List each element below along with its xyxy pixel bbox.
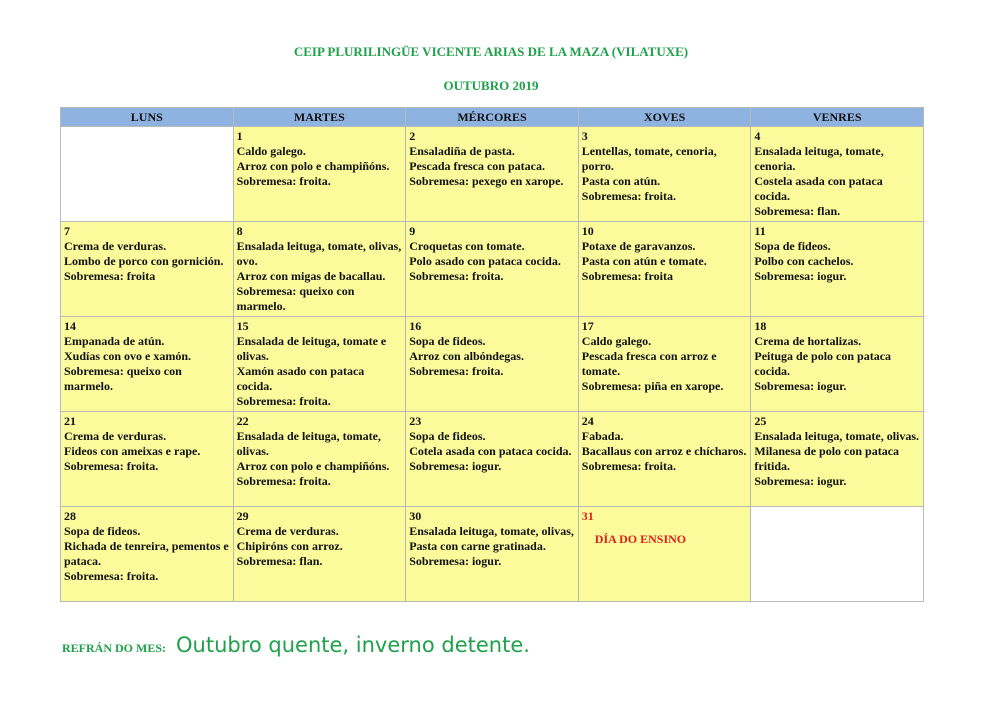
- day-number: 22: [236, 414, 249, 428]
- day-cell: [61, 317, 234, 412]
- menu-line: Costela asada con pataca cocida.: [754, 174, 883, 203]
- day-number: 11: [754, 224, 766, 238]
- menu-line: Sobremesa: iogur.: [409, 459, 502, 473]
- menu-line: Sobremesa: flan.: [754, 204, 841, 218]
- menu-line: Sopa de fideos.: [409, 334, 486, 348]
- day-number: 7: [64, 224, 70, 238]
- day-cell: [233, 507, 406, 602]
- menu-line: Ensalada leituga, tomate, olivas.: [754, 429, 920, 443]
- menu-line: Sobremesa: froita.: [409, 364, 504, 378]
- empty-day-cell: [61, 127, 234, 222]
- day-cell: [578, 317, 751, 412]
- menu-line: Potaxe de garavanzos.: [581, 239, 696, 253]
- menu-line: Ensalada leituga, tomate, olivas,: [409, 524, 574, 538]
- day-number: 8: [236, 224, 243, 238]
- day-number: 25: [754, 414, 767, 428]
- month-title: OUTUBRO 2019: [443, 78, 539, 93]
- day-cell: [578, 127, 751, 222]
- menu-line: Crema de verduras.: [64, 429, 167, 443]
- day-cell: [751, 317, 924, 412]
- menu-line: Arroz con polo e champiñóns.: [236, 159, 390, 173]
- day-cell: [61, 222, 234, 317]
- header-mercores: MÉRCORES: [406, 108, 579, 127]
- menu-line: Sobremesa: iogur.: [754, 474, 847, 488]
- school-title: CEIP PLURILINGÜE VICENTE ARIAS DE LA MAZA (VILATUXE): [293, 44, 689, 59]
- week-row: [61, 222, 924, 317]
- menu-line: Empanada de atún.: [64, 334, 165, 348]
- menu-line: Pasta con carne gratinada.: [409, 539, 546, 553]
- menu-line: Crema de verduras.: [64, 239, 167, 253]
- menu-line: Richada de tenreira, pementos e pataca.: [64, 539, 229, 568]
- day-cell: [578, 222, 751, 317]
- menu-line: Fabada.: [581, 429, 624, 443]
- menu-line: Sobremesa: froita.: [236, 394, 331, 408]
- day-cell: [751, 222, 924, 317]
- day-cell: [233, 317, 406, 412]
- week-row: [61, 507, 924, 602]
- day-cell: [406, 317, 579, 412]
- menu-line: Polbo con cachelos.: [754, 254, 854, 268]
- header-luns: LUNS: [61, 108, 234, 127]
- menu-line: Sobremesa: froita.: [236, 474, 331, 488]
- day-number: 4: [754, 129, 761, 143]
- header-xoves: XOVES: [578, 108, 751, 127]
- day-cell: [233, 222, 406, 317]
- menu-line: Sobremesa: iogur.: [754, 269, 847, 283]
- day-number: 3: [581, 129, 588, 143]
- menu-line: Arroz con albóndegas.: [409, 349, 524, 363]
- day-cell: [406, 507, 579, 602]
- menu-line: Pescada fresca con arroz e tomate.: [581, 349, 717, 378]
- day-number: 14: [64, 319, 76, 333]
- menu-line: Caldo galego.: [581, 334, 652, 348]
- menu-line: Sobremesa: pexego en xarope.: [409, 174, 564, 188]
- week-row: [61, 127, 924, 222]
- day-number: 2: [409, 129, 416, 143]
- menu-line: Arroz con migas de bacallau.: [236, 269, 386, 283]
- menu-line: Ensalada de leituga, tomate, olivas.: [236, 429, 381, 458]
- day-cell: [406, 222, 579, 317]
- day-number: 21: [64, 414, 76, 428]
- day-number: 24: [581, 414, 594, 428]
- menu-line: Sobremesa: piña en xarope.: [581, 379, 724, 393]
- day-cell: [578, 507, 751, 602]
- menu-calendar-table: [60, 107, 924, 602]
- menu-line: Milanesa de polo con pataca fritida.: [754, 444, 900, 473]
- menu-line: Cotela asada con pataca cocida.: [409, 444, 572, 458]
- refran-text: Outubro quente, inverno detente.: [176, 633, 530, 657]
- menu-line: Ensalada leituga, tomate, cenoria.: [754, 144, 884, 173]
- menu-line: Fideos con ameixas e rape.: [64, 444, 201, 458]
- menu-line: Ensalada de leituga, tomate e olivas.: [236, 334, 387, 363]
- menu-line: Sopa de fideos.: [64, 524, 141, 538]
- day-cell: [406, 412, 579, 507]
- day-cell: [233, 127, 406, 222]
- menu-line: Sobremesa: froita.: [64, 569, 159, 583]
- day-cell: [578, 412, 751, 507]
- menu-line: Pescada fresca con pataca.: [409, 159, 545, 173]
- menu-line: Sobremesa: iogur.: [754, 379, 847, 393]
- menu-line: Xamón asado con pataca cocida.: [236, 364, 365, 393]
- menu-line: Pasta con atún e tomate.: [581, 254, 707, 268]
- menu-line: Peituga de polo con pataca cocida.: [754, 349, 892, 378]
- menu-line: Sopa de fideos.: [754, 239, 831, 253]
- menu-line: Sobremesa: froita: [64, 269, 156, 283]
- menu-line: Sobremesa: flan.: [236, 554, 323, 568]
- day-number: 15: [236, 319, 249, 333]
- day-cell: [61, 412, 234, 507]
- menu-line: Sobremesa: queixo con marmelo.: [64, 364, 182, 393]
- header-venres: VENRES: [751, 108, 924, 127]
- menu-line: Croquetas con tomate.: [409, 239, 525, 253]
- day-number: 23: [409, 414, 422, 428]
- week-row: [61, 317, 924, 412]
- menu-line: Xudías con ovo e xamón.: [64, 349, 192, 363]
- day-number: 28: [64, 509, 76, 523]
- day-number: 9: [409, 224, 416, 238]
- menu-line: Sobremesa: froita.: [409, 269, 504, 283]
- menu-line: Crema de hortalizas.: [754, 334, 862, 348]
- menu-line: Ensaladiña de pasta.: [409, 144, 515, 158]
- day-cell: [406, 127, 579, 222]
- header-martes: MARTES: [233, 108, 406, 127]
- menu-line: Ensalada leituga, tomate, olivas, ovo.: [236, 239, 402, 268]
- menu-line: Sobremesa: froita.: [64, 459, 159, 473]
- day-number: 10: [581, 224, 594, 238]
- menu-line: Lentellas, tomate, cenoria, porro.: [581, 144, 717, 173]
- day-number: 1: [236, 129, 243, 143]
- refran-section: [62, 633, 530, 657]
- menu-line: Caldo galego.: [236, 144, 306, 158]
- menu-line: Polo asado con pataca cocida.: [409, 254, 561, 268]
- day-cell: [751, 412, 924, 507]
- holiday-label: DÍA DO ENSINO: [594, 532, 687, 546]
- menu-line: Lombo de porco con gornición.: [64, 254, 224, 268]
- week-row: [61, 412, 924, 507]
- day-number: 17: [581, 319, 594, 333]
- menu-line: Crema de verduras.: [236, 524, 339, 538]
- day-number: 31: [581, 509, 594, 523]
- menu-line: Sobremesa: queixo con marmelo.: [236, 284, 355, 313]
- menu-line: Sobremesa: froita.: [581, 189, 676, 203]
- refran-label: REFRÁN DO MES:: [62, 641, 166, 655]
- day-cell: [233, 412, 406, 507]
- calendar-body: [61, 127, 924, 602]
- menu-line: Sobremesa: iogur.: [409, 554, 502, 568]
- weekday-header-row: [61, 108, 924, 127]
- day-number: 16: [409, 319, 422, 333]
- day-cell: [61, 507, 234, 602]
- menu-line: Bacallaus con arroz e chícharos.: [581, 444, 747, 458]
- menu-line: Chipiróns con arroz.: [236, 539, 343, 553]
- menu-line: Arroz con polo e champiñóns.: [236, 459, 390, 473]
- menu-line: Sopa de fideos.: [409, 429, 486, 443]
- empty-day-cell: [751, 507, 924, 602]
- menu-line: Sobremesa: froita.: [581, 459, 676, 473]
- day-number: 29: [236, 509, 249, 523]
- menu-line: Pasta con atún.: [581, 174, 661, 188]
- day-number: 18: [754, 319, 767, 333]
- day-number: 30: [409, 509, 422, 523]
- day-cell: [751, 127, 924, 222]
- menu-line: Sobremesa: froita: [581, 269, 673, 283]
- menu-line: Sobremesa: froita.: [236, 174, 331, 188]
